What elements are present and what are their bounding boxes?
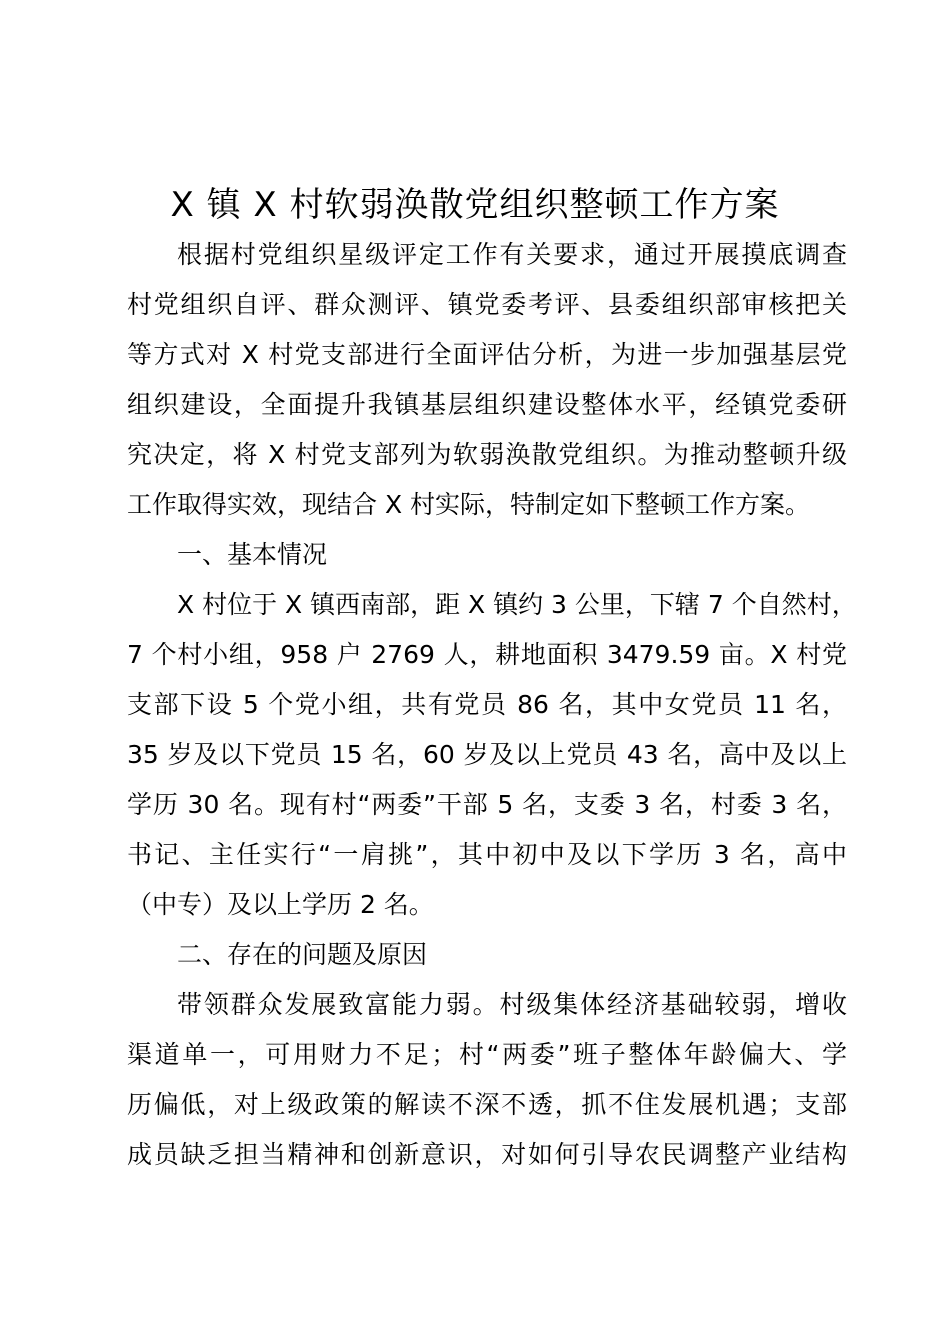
paragraph-line: 等方式对 X 村党支部进行全面评估分析，为进一步加强基层党 [127,340,847,369]
section-heading: 一、基本情况 [177,540,328,569]
paragraph-line: 根据村党组织星级评定工作有关要求，通过开展摸底调查 [177,240,847,269]
section-heading: 二、存在的问题及原因 [177,940,428,969]
paragraph-line: 成员缺乏担当精神和创新意识，对如何引导农民调整产业结构 [127,1140,847,1169]
paragraph-line: 究决定，将 X 村党支部列为软弱涣散党组织。为推动整顿升级 [127,440,847,469]
paragraph-line: 村党组织自评、群众测评、镇党委考评、县委组织部审核把关 [127,290,847,319]
paragraph-line: （中专）及以上学历 2 名。 [127,890,434,919]
paragraph-line: 支部下设 5 个党小组，共有党员 86 名，其中女党员 11 名， [127,690,847,719]
paragraph-line: 渠道单一，可用财力不足；村“两委”班子整体年龄偏大、学 [127,1040,847,1069]
paragraph-line: 书记、主任实行“一肩挑”，其中初中及以下学历 3 名，高中 [127,840,847,869]
document-title: X 镇 X 村软弱涣散党组织整顿工作方案 [170,185,780,225]
paragraph-line: 35 岁及以下党员 15 名，60 岁及以上党员 43 名，高中及以上 [127,740,847,769]
paragraph-line: 带领群众发展致富能力弱。村级集体经济基础较弱，增收 [177,990,847,1019]
paragraph-line: 学历 30 名。现有村“两委”干部 5 名，支委 3 名，村委 3 名， [127,790,847,819]
paragraph-line: 历偏低，对上级政策的解读不深不透，抓不住发展机遇；支部 [127,1090,847,1119]
paragraph-line: 7 个村小组，958 户 2769 人，耕地面积 3479.59 亩。X 村党 [127,640,847,669]
paragraph-line: 工作取得实效，现结合 X 村实际，特制定如下整顿工作方案。 [127,490,811,519]
paragraph-line: X 村位于 X 镇西南部，距 X 镇约 3 公里，下辖 7 个自然村， [177,590,857,619]
paragraph-line: 组织建设，全面提升我镇基层组织建设整体水平，经镇党委研 [127,390,847,419]
